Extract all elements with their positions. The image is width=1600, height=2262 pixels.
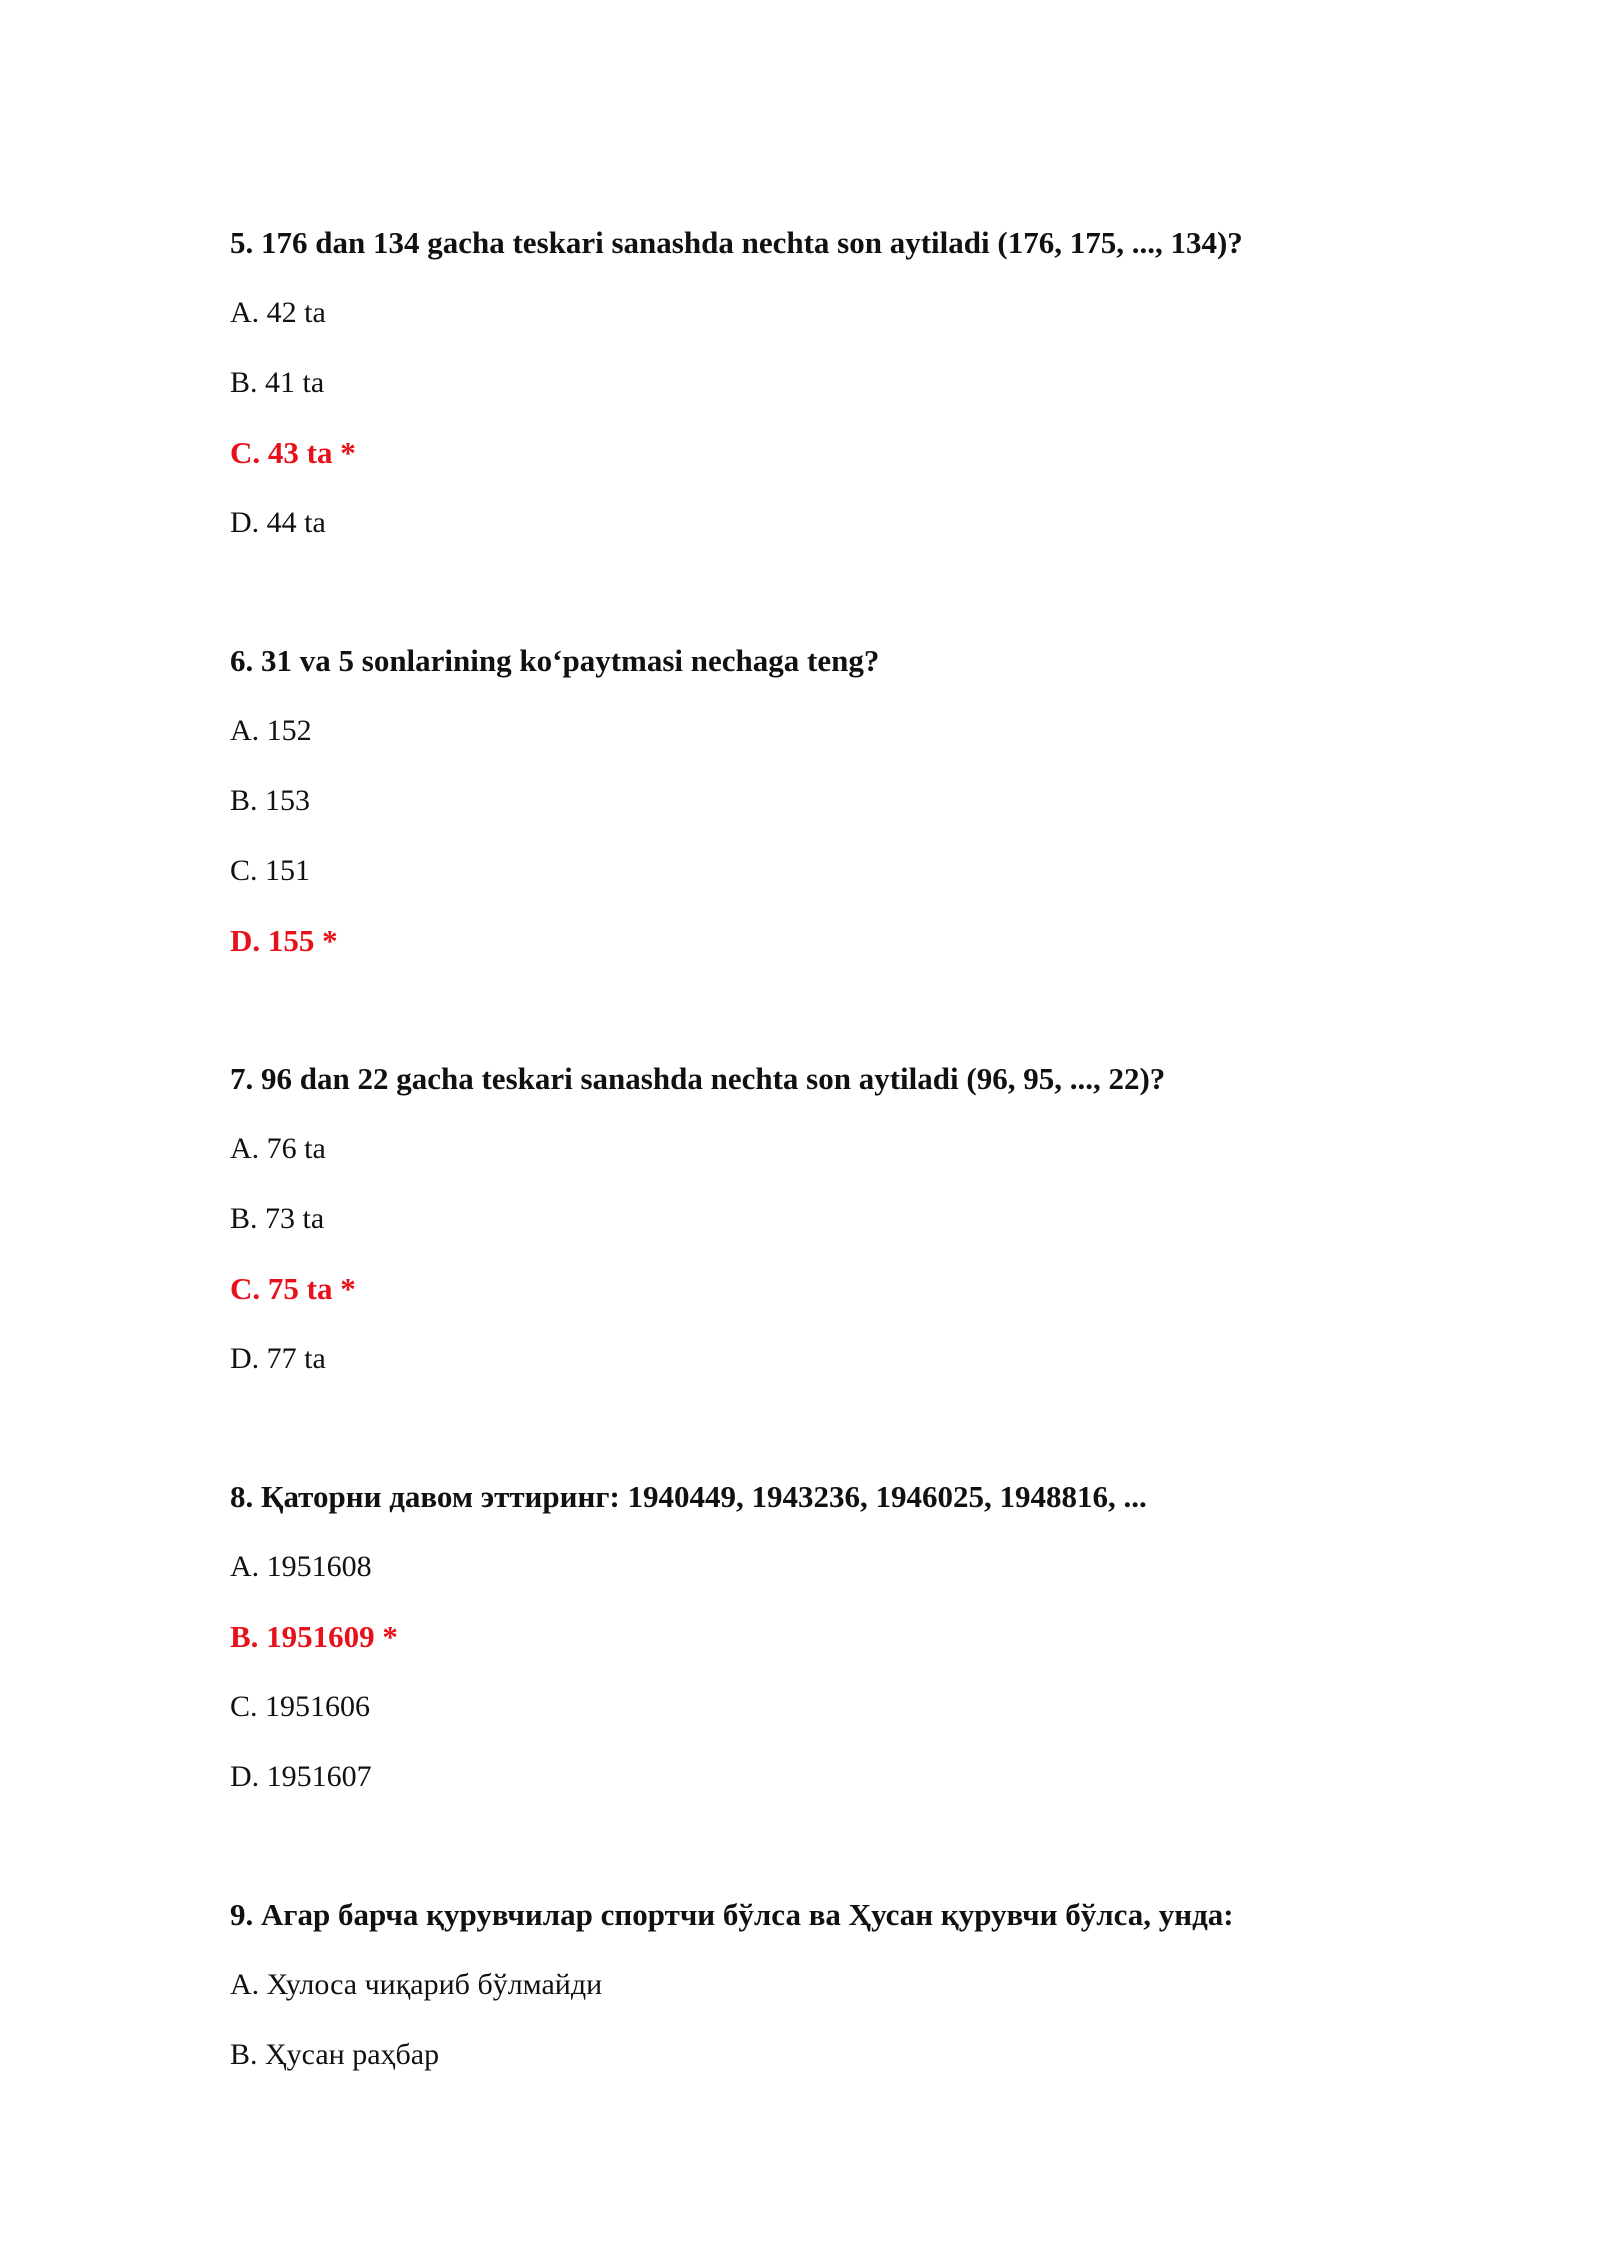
question-9 [230, 1895, 1430, 2075]
option-a: A. 76 ta [230, 1132, 326, 1165]
question-text: 7. 96 dan 22 gacha teskari sanashda nechta son aytiladi (96, 95, ..., 22)? [230, 1061, 1166, 1096]
question-8 [230, 1477, 1430, 1797]
option-c-correct: C. 43 ta * [230, 435, 356, 470]
question-text: 5. 176 dan 134 gacha teskari sanashda nechta son aytiladi (176, 175, ..., 134)? [230, 225, 1243, 260]
option-d: D. 1951607 [230, 1760, 372, 1793]
option-b: B. 73 ta [230, 1202, 325, 1235]
option-c-correct: C. 75 ta * [230, 1271, 356, 1306]
question-6 [230, 641, 1430, 961]
option-a: A. 42 ta [230, 296, 326, 329]
option-b: B. 41 ta [230, 366, 325, 399]
question-text: 9. Агар барча қурувчилар спортчи бўлса ва Ҳусан қурувчи бўлса, унда: [230, 1897, 1234, 1932]
question-text: 8. Қаторни давом эттиринг: 1940449, 1943236, 1946025, 1948816, ... [230, 1479, 1147, 1514]
option-b-correct: B. 1951609 * [230, 1619, 398, 1654]
option-b: B. 153 [230, 784, 311, 817]
question-text: 6. 31 va 5 sonlarining ko‘paytmasi nechaga teng? [230, 643, 880, 678]
option-a: A. 1951608 [230, 1550, 372, 1583]
option-d: D. 77 ta [230, 1342, 326, 1375]
option-a: A. 152 [230, 714, 312, 747]
question-7 [230, 1059, 1430, 1379]
option-d-correct: D. 155 * [230, 923, 338, 958]
option-b: B. Ҳусан раҳбар [230, 2038, 440, 2071]
option-a: A. Хулоса чиқариб бўлмайди [230, 1968, 603, 2001]
option-c: C. 151 [230, 854, 311, 887]
option-c: C. 1951606 [230, 1690, 371, 1723]
option-d: D. 44 ta [230, 506, 326, 539]
question-5 [230, 223, 1430, 543]
